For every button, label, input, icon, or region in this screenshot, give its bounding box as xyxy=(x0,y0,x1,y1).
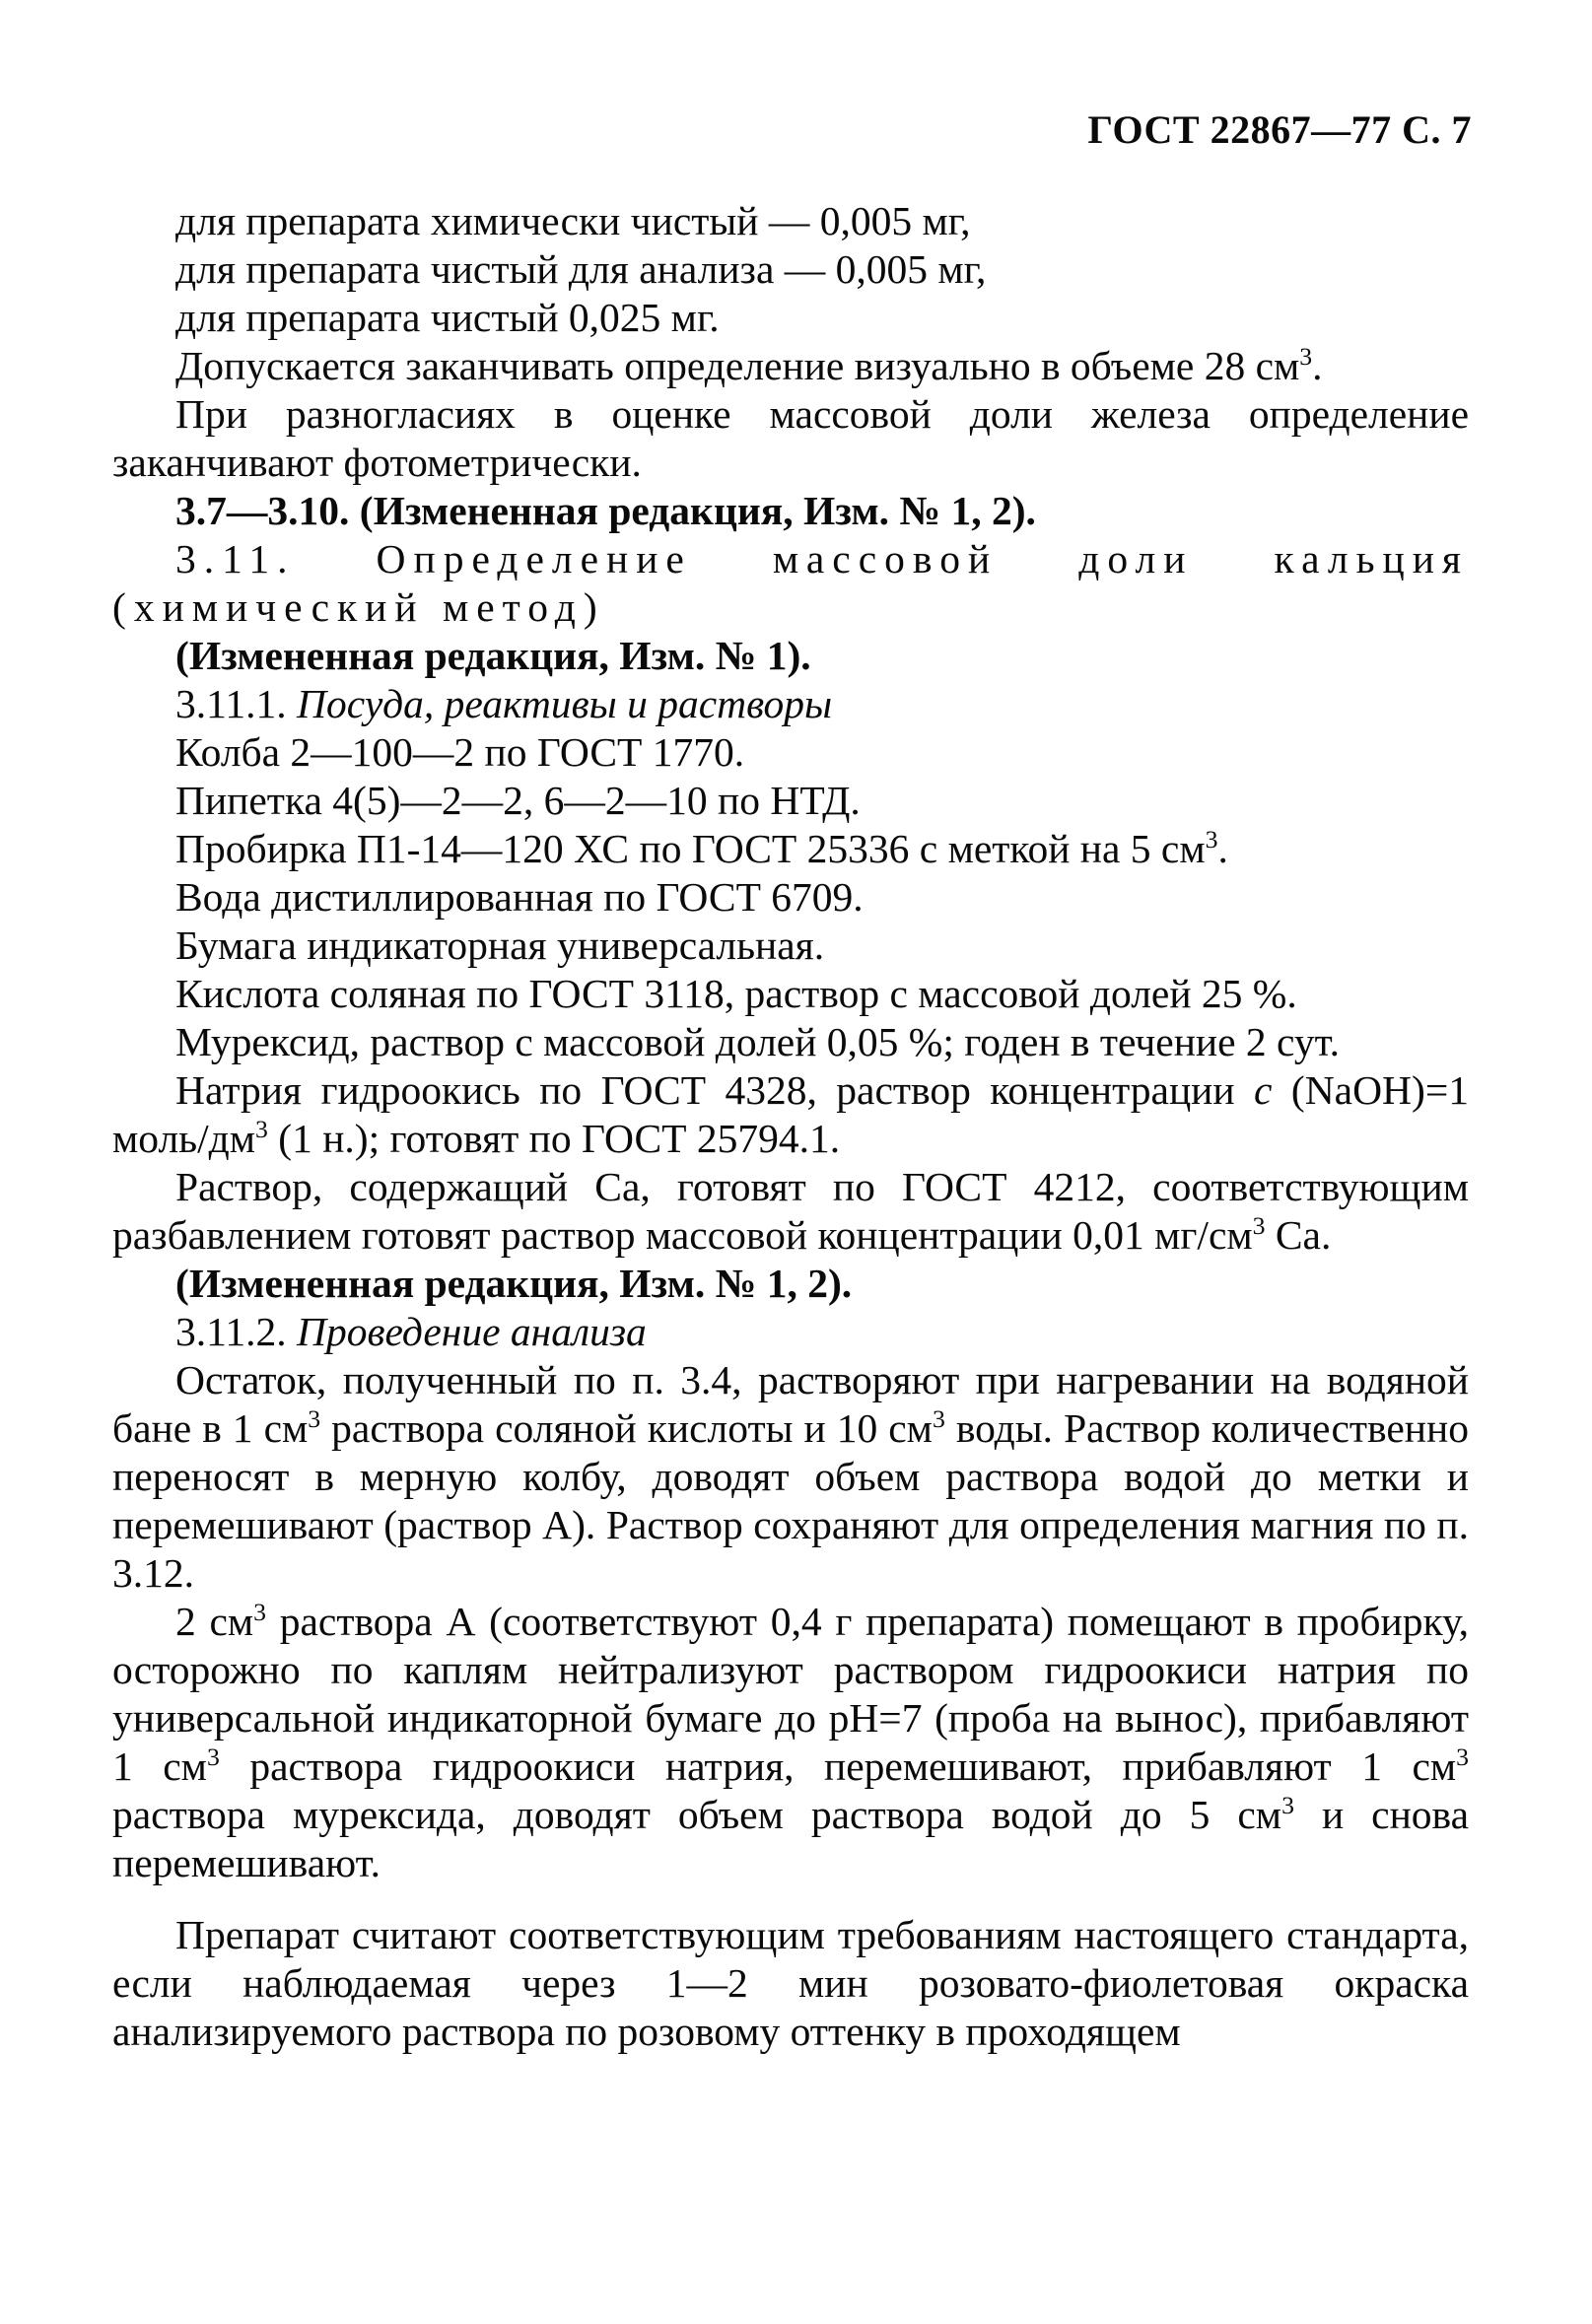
limit-line-pure-for-analysis: для препарата чистый для анализа — 0,005 мг, xyxy=(175,246,987,292)
document-body xyxy=(112,197,1469,2056)
section-3-11-2-heading xyxy=(112,1308,1469,1356)
analysis-paragraph-1: Остаток, полученный по п. 3.4, растворяют при нагревании на водяной бане в 1 $см^3$ раствора соляной кислоты и 10 $см^3$ воды. Раствор количественно переносят в мерную колбу, доводят объем раствора водой до метки и перемешивают (раствор А). Раствор сохраняют для определения магния по п. 3.12. xyxy=(112,1357,1469,1596)
reagent-sodium-hydroxide: Натрия гидроокись по ГОСТ 4328, раствор концентрации c (NaOH)=1 моль/$дм^3$ (1 н.); готовят по ГОСТ 25794.1. xyxy=(112,1067,1469,1161)
analysis-paragraph-3: Препарат считают соответствующим требованиям настоящего стандарта, если наблюдаемая через 1—2 мин розовато-фиолетовая окраска анализируемого раствора по розовому оттенку в проходящем xyxy=(112,1912,1469,2054)
edition-note-3-11-1: (Измененная редакция, Изм. № 1, 2). xyxy=(175,1261,853,1306)
section-3-11-1-title: Посуда, реактивы и растворы xyxy=(296,681,833,726)
visual-determination-note: Допускается заканчивать определение визуально в объеме 28 $см^3$. xyxy=(175,342,1323,388)
limit-line-pure: для препарата чистый 0,025 мг. xyxy=(175,295,720,340)
section-3-11-2-number: 3.11.2. xyxy=(175,1309,297,1354)
section-3-11-1-number: 3.11.1. xyxy=(175,681,297,726)
section-3-11-title: 3.11. Определение массовой доли кальция xyxy=(175,536,1469,581)
edition-note-3-7-3-10: 3.7—3.10. (Измененная редакция, Изм. № 1, 2). xyxy=(175,488,1036,533)
section-3-11-1-heading xyxy=(112,680,1469,728)
reagent-distilled-water: Вода дистиллированная по ГОСТ 6709. xyxy=(175,874,864,920)
disputes-paragraph: При разногласиях в оценке массовой доли железа определение заканчивают фотометрически. xyxy=(112,391,1469,485)
reagent-calcium-solution: Раствор, содержащий Са, готовят по ГОСТ 4212, соответствующим разбавлением готовят раствор массовой концентрации 0,01 $мг/см^3$ Са. xyxy=(112,1164,1469,1258)
equipment-pipette: Пипетка 4(5)—2—2, 6—2—10 по НТД. xyxy=(175,778,861,823)
analysis-paragraph-2: 2 $см^3$ раствора А (соответствуют 0,4 г препарата) помещают в пробирку, осторожно по каплям нейтрализуют раствором гидроокиси натрия по универсальной индикаторной бумаге до рН=7 (проба на вынос), прибавляют 1 $см^3$ раствора гидроокиси натрия, перемешивают, прибавляют 1 $см^3$ раствора мурексида, доводят объем раствора водой до 5 $см^3$ и снова перемешивают. xyxy=(112,1598,1469,1885)
reagent-murexide: Мурексид, раствор с массовой долей 0,05 %; годен в течение 2 сут. xyxy=(175,1019,1341,1064)
equipment-test-tube: Пробирка П1-14—120 ХС по ГОСТ 25336 с меткой на 5 $см^3$. xyxy=(175,825,1228,871)
section-3-11-2-title: Проведение анализа xyxy=(296,1309,647,1354)
limit-line-chemically-pure: для препарата химически чистый — 0,005 мг, xyxy=(175,198,971,243)
reagent-indicator-paper: Бумага индикаторная универсальная. xyxy=(175,923,825,968)
page-header: ГОСТ 22867—77 С. 7 xyxy=(1087,107,1472,152)
reagent-hydrochloric-acid: Кислота соляная по ГОСТ 3118, раствор с массовой долей 25 %. xyxy=(175,971,1297,1016)
section-3-11-subtitle: (химический метод) xyxy=(112,584,605,630)
equipment-flask: Колба 2—100—2 по ГОСТ 1770. xyxy=(175,729,745,775)
edition-note-3-11: (Измененная редакция, Изм. № 1). xyxy=(175,633,811,678)
